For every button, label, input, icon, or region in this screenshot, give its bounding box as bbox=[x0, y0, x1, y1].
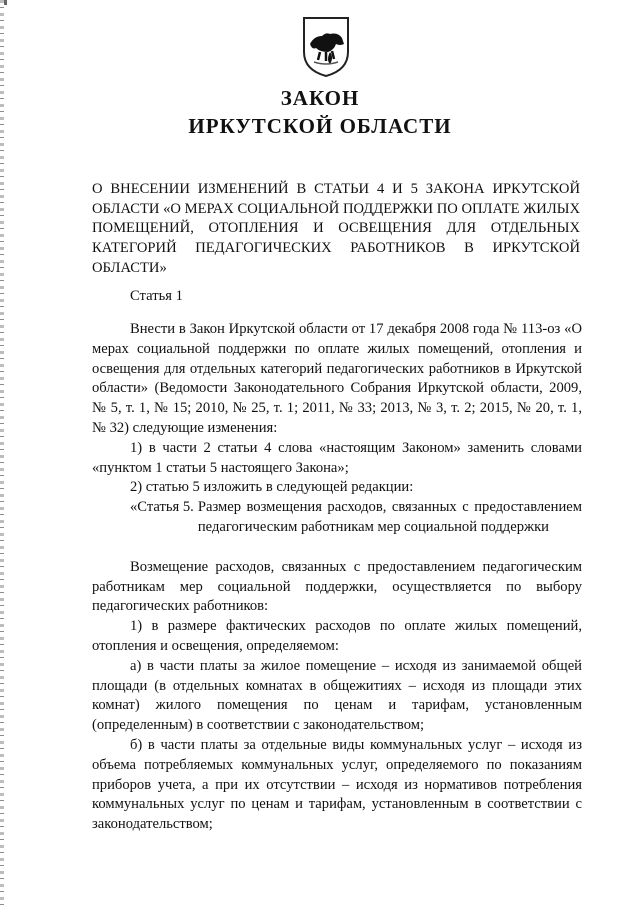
reimbursement-subitem-b: б) в части платы за отдельные виды коммунальных услуг – исходя из объема потребляемых коммунальных услуг, определяемого по показаниям приборов учета, а при их отсутствии – исходя из нормативов потребления коммунальных услуг по ценам и тарифам, установленным в соответствии с законодательством; bbox=[92, 736, 582, 833]
scan-mark bbox=[4, 0, 7, 5]
reimbursement-subitem-a: а) в части платы за жилое помещение – исходя из занимаемой общей площади (в отдельных комнатах в общежитиях – исходя из площади этих комнат) жилого помещения по ценам и тарифам, установленным (определенным) в соответствии с законодательством; bbox=[92, 657, 582, 734]
law-subject-heading: О ВНЕСЕНИИ ИЗМЕНЕНИЙ В СТАТЬИ 4 И 5 ЗАКОНА ИРКУТСКОЙ ОБЛАСТИ «О МЕРАХ СОЦИАЛЬНОЙ ПОДДЕРЖКИ ПО ОПЛАТЕ ЖИЛЫХ ПОМЕЩЕНИЙ, ОТОПЛЕНИЯ И ОСВЕЩЕНИЯ ДЛЯ ОТДЕЛЬНЫХ КАТЕГОРИЙ ПЕДАГОГИЧЕСКИХ РАБОТНИКОВ В ИРКУТСКОЙ ОБЛАСТИ» bbox=[92, 181, 580, 276]
article-label: Статья 1 bbox=[130, 288, 183, 304]
amendment-item-2: 2) статью 5 изложить в следующей редакции: bbox=[130, 479, 414, 496]
amendment-item-1: 1) в части 2 статьи 4 слова «настоящим Законом» заменить словами «пунктом 1 статьи 5 настоящего Закона»; bbox=[92, 439, 582, 476]
quoted-article-heading bbox=[92, 498, 582, 538]
quoted-article-title: Размер возмещения расходов, связанных с предоставлением педагогическим работникам мер социальной поддержки bbox=[197, 499, 582, 535]
document-type-title: ЗАКОН bbox=[280, 86, 360, 110]
law-body bbox=[92, 320, 582, 835]
issuing-region-title: ИРКУТСКОЙ ОБЛАСТИ bbox=[188, 114, 452, 138]
reimbursement-paragraph: Возмещение расходов, связанных с предоставлением педагогическим работникам мер социальной поддержки, осуществляется по выбору педагогических работников: bbox=[92, 558, 582, 615]
quoted-article-label: «Статья 5. bbox=[130, 499, 194, 516]
coat-of-arms-icon bbox=[300, 14, 352, 78]
reimbursement-item-1: 1) в размере фактических расходов по оплате жилых помещений, отопления и освещения, определяемом: bbox=[92, 618, 582, 654]
intro-paragraph: Внести в Закон Иркутской области от 17 декабря 2008 года № 113-оз «О мерах социальной поддержки по оплате жилых помещений, отопления и освещения для отдельных категорий педагогических работников в Иркутской области» (Ведомости Законодательного Собрания Иркутской области, 2009, № 5, т. 1, № 15; 2010, № 25, т. 1; 2011, № 33; 2013, № 3, т. 2; 2015, № 20, т. 1, № 32) следующие изменения: bbox=[92, 321, 582, 436]
spacer bbox=[92, 538, 582, 558]
